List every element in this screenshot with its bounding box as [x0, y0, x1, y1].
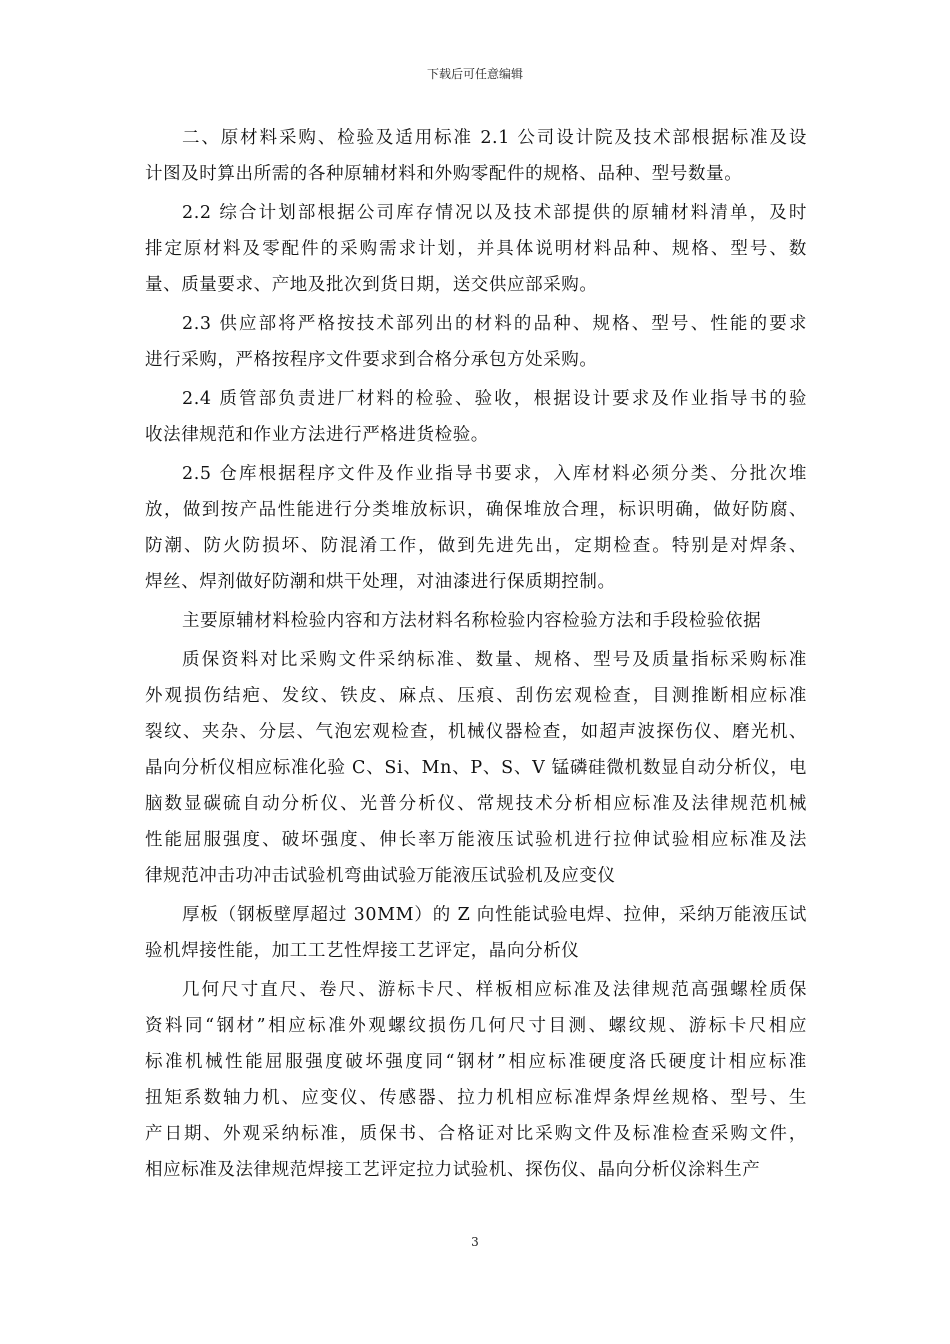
paragraph-line: 裂纹、夹杂、分层、气泡宏观检查，机械仪器检查，如超声波探伤仪、磨光机、 — [145, 722, 807, 742]
paragraph-line: 验机焊接性能，加工工艺性焊接工艺评定，晶向分析仪 — [145, 941, 580, 961]
paragraph — [145, 603, 807, 639]
paragraph-line: 标准机械性能屈服强度破坏强度同“钢材”相应标准硬度洛氏硬度计相应标准 — [145, 1052, 807, 1072]
paragraph-line: 排定原材料及零配件的采购需求计划，并具体说明材料品种、规格、型号、数 — [145, 239, 807, 259]
paragraph-line: 2.4 质管部负责进厂材料的检验、验收，根据设计要求及作业指导书的验 — [182, 389, 807, 409]
paragraph-line: 相应标准及法律规范焊接工艺评定拉力试验机、探伤仪、晶向分析仪涂料生产 — [145, 1160, 761, 1180]
paragraph-line: 防潮、防火防损坏、防混淆工作，做到先进先出，定期检查。特别是对焊条、 — [145, 536, 807, 556]
paragraph-line: 放，做到按产品性能进行分类堆放标识，确保堆放合理，标识明确，做好防腐、 — [145, 500, 807, 520]
page-number: 3 — [471, 1235, 479, 1249]
paragraph-line: 扭矩系数轴力机、应变仪、传感器、拉力机相应标准焊条焊丝规格、型号、生 — [145, 1088, 807, 1108]
paragraph-line: 晶向分析仪相应标准化验 C、Si、Mn、P、S、V 锰磷硅微机数显自动分析仪，电 — [145, 758, 807, 778]
paragraph — [145, 381, 807, 453]
paragraph — [145, 642, 807, 894]
paragraph-line: 产日期、外观采纳标准，质保书、合格证对比采购文件及标准检查采购文件， — [145, 1124, 807, 1144]
page-header: 下载后可任意编辑 — [426, 67, 523, 81]
paragraph-line: 2.5 仓库根据程序文件及作业指导书要求，入库材料必须分类、分批次堆 — [182, 464, 807, 484]
paragraph-line: 收法律规范和作业方法进行严格进货检验。 — [145, 425, 489, 445]
paragraph-line: 量、质量要求、产地及批次到货日期，送交供应部采购。 — [145, 275, 598, 295]
paragraph-line: 几何尺寸直尺、卷尺、游标卡尺、样板相应标准及法律规范高强螺栓质保 — [182, 980, 807, 1000]
paragraph-line: 律规范冲击功冲击试验机弯曲试验万能液压试验机及应变仪 — [145, 866, 616, 886]
paragraph-line: 2.2 综合计划部根据公司库存情况以及技术部提供的原辅材料清单，及时 — [182, 203, 807, 223]
paragraph — [145, 972, 807, 1188]
document-body — [145, 120, 807, 1191]
paragraph-line: 焊丝、焊剂做好防潮和烘干处理，对油漆进行保质期控制。 — [145, 572, 616, 592]
paragraph-line: 外观损伤结疤、发纹、铁皮、麻点、压痕、刮伤宏观检查，目测推断相应标准 — [145, 686, 807, 706]
paragraph — [145, 306, 807, 378]
paragraph-line: 资料同“钢材”相应标准外观螺纹损伤几何尺寸目测、螺纹规、游标卡尺相应 — [145, 1016, 807, 1036]
paragraph-line: 质保资料对比采购文件采纳标准、数量、规格、型号及质量指标采购标准 — [182, 650, 807, 670]
paragraph — [145, 897, 807, 969]
paragraph-line: 脑数显碳硫自动分析仪、光普分析仪、常规技术分析相应标准及法律规范机械 — [145, 794, 807, 814]
paragraph — [145, 456, 807, 600]
paragraph — [145, 120, 807, 192]
paragraph-line: 主要原辅材料检验内容和方法材料名称检验内容检验方法和手段检验依据 — [182, 611, 762, 631]
paragraph-line: 厚板（钢板壁厚超过 30MM）的 Z 向性能试验电焊、拉伸，采纳万能液压试 — [182, 905, 807, 925]
paragraph-line: 性能屈服强度、破坏强度、伸长率万能液压试验机进行拉伸试验相应标准及法 — [145, 830, 807, 850]
paragraph-line: 二、原材料采购、检验及适用标准 2.1 公司设计院及技术部根据标准及设 — [182, 128, 807, 148]
paragraph — [145, 195, 807, 303]
paragraph-line: 进行采购，严格按程序文件要求到合格分承包方处采购。 — [145, 350, 598, 370]
paragraph-line: 计图及时算出所需的各种原辅材料和外购零配件的规格、品种、型号数量。 — [145, 164, 743, 184]
paragraph-line: 2.3 供应部将严格按技术部列出的材料的品种、规格、型号、性能的要求 — [182, 314, 807, 334]
